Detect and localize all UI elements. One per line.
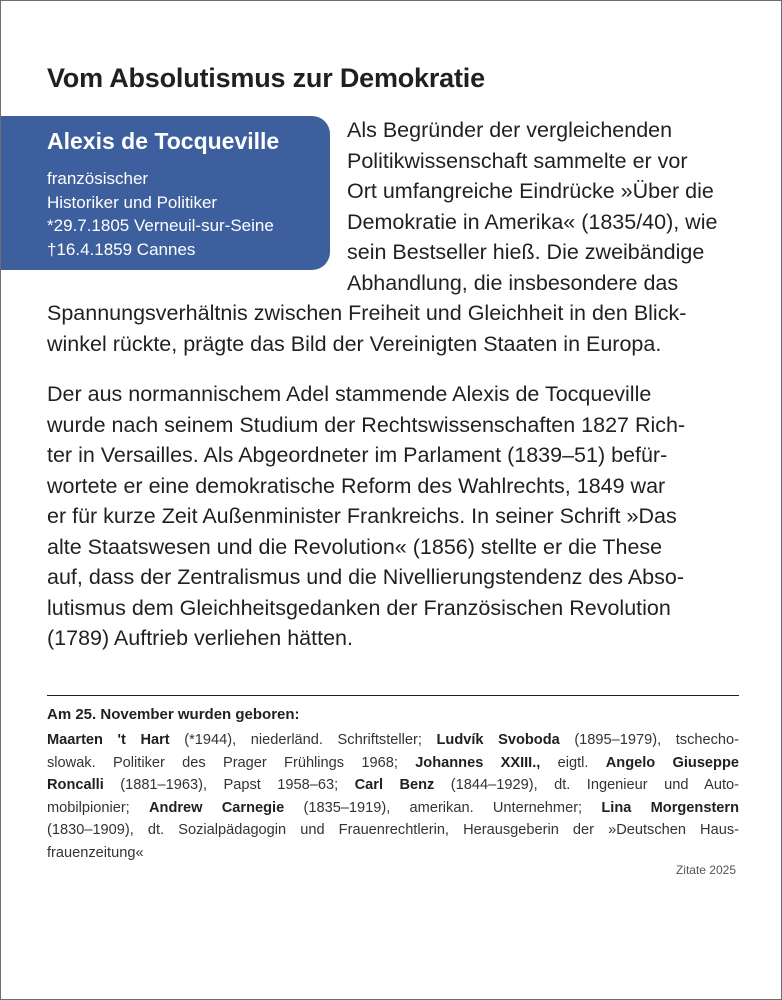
main-article	[47, 115, 737, 654]
born-line	[47, 774, 739, 797]
paragraph-spacer	[47, 359, 737, 379]
text-line: sein Bestseller hieß. Die zweibändige	[347, 240, 705, 264]
person-info: frauenzeitung«	[47, 844, 144, 861]
text-line: Als Begründer der vergleichenden	[347, 118, 673, 142]
text-line: Abhandlung, die insbesondere das	[347, 270, 679, 295]
text-line: alte Staatswesen und die Revolution« (1856) stellte er die These	[47, 534, 663, 559]
person-info: (1835–1919), amerikan. Unternehmer;	[284, 799, 602, 816]
text-line: ter in Versailles. Als Abgeordneter im Parlament (1839–51) befür-	[47, 443, 668, 467]
bio-death: †16.4.1859 Cannes	[47, 239, 196, 259]
born-line	[47, 819, 739, 842]
born-line	[47, 842, 739, 865]
person-name: Andrew Carnegie	[149, 799, 285, 816]
person-info: (1844–1929), dt. Ingenieur und Auto-	[434, 777, 739, 793]
person-name: Johannes XXIII.,	[415, 754, 541, 771]
person-name: Carl Benz	[354, 777, 435, 793]
born-heading: Am 25. November wurden geboren:	[47, 706, 300, 723]
person-info: (*1944), niederländ. Schriftsteller;	[169, 732, 437, 748]
person-info: eigtl.	[540, 754, 606, 771]
born-list	[47, 729, 739, 864]
text-line: Demokratie in Amerika« (1835/40), wie	[347, 209, 718, 234]
text-line: Ort umfangreiche Eindrücke »Über die	[347, 179, 714, 203]
page-title: Vom Absolutismus zur Demokratie	[47, 63, 485, 93]
bio-nationality: französischer	[47, 169, 149, 188]
person-info: (1830–1909), dt. Sozialpädagogin und Frauenrechtlerin, Herausgeberin der »Deutschen Haus-	[47, 822, 739, 838]
paragraph-2	[47, 379, 737, 654]
person-name: Maarten 't Hart	[47, 732, 170, 748]
person-info: (1895–1979), tschecho-	[559, 732, 739, 748]
person-name: Lina Morgenstern	[601, 799, 740, 816]
text-line: wurde nach seinem Studium der Rechtswissenschaften 1827 Rich-	[47, 412, 686, 437]
person-name: Angelo Giuseppe	[605, 754, 739, 771]
person-name: Roncalli	[47, 777, 104, 793]
person-name: Ludvík Svoboda	[436, 732, 560, 748]
person-info: (1881–1963), Papst 1958–63;	[103, 777, 355, 793]
footer-label: Zitate 2025	[675, 863, 736, 877]
bio-birth: *29.7.1805 Verneuil-sur-Seine	[47, 216, 274, 235]
person-info: mobilpionier;	[47, 799, 149, 816]
text-line: Politikwissenschaft sammelte er vor	[347, 148, 688, 173]
text-line: auf, dass der Zentralismus und die Nivellierungstendenz des Abso-	[47, 565, 684, 589]
text-line: (1789) Auftrieb verliehen hätten.	[47, 626, 353, 650]
section-divider	[47, 695, 739, 696]
bio-profession: Historiker und Politiker	[47, 192, 218, 212]
person-info: slowak. Politiker des Prager Frühlings 1968;	[47, 754, 416, 771]
paragraph-1	[47, 115, 737, 359]
born-line	[47, 752, 739, 775]
text-line: lutismus dem Gleichheitsgedanken der Französischen Revolution	[47, 595, 671, 620]
text-line: winkel rückte, prägte das Bild der Vereinigten Staaten in Europa.	[47, 331, 662, 356]
born-line	[47, 729, 739, 752]
text-line: er für kurze Zeit Außenminister Frankreichs. In seiner Schrift »Das	[47, 504, 677, 528]
bio-name: Alexis de Tocqueville	[47, 128, 280, 154]
text-line: wortete er eine demokratische Reform des Wahlrechts, 1849 war	[47, 473, 666, 498]
text-line: Spannungsverhältnis zwischen Freiheit und Gleichheit in den Blick-	[47, 301, 687, 325]
text-line: Der aus normannischem Adel stammende Alexis de Tocqueville	[47, 382, 652, 406]
born-line	[47, 797, 739, 820]
